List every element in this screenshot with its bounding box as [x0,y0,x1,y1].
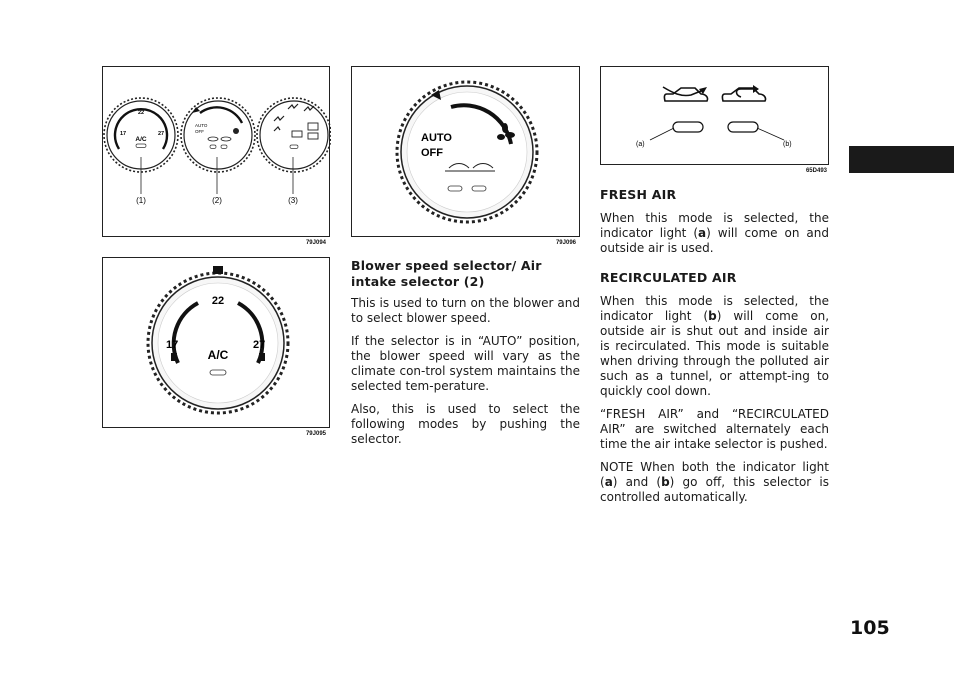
callout-3: (3) [288,196,298,205]
paragraph-blower-intro: This is used to turn on the blower and to select blower speed. [351,296,580,325]
paragraph-blower-auto: If the selector is in “AUTO” position, the blower speed will vary as the climate con-trol system maintains the selected tem-perature. [351,334,580,393]
middle-column [351,258,580,455]
paragraph-recirculated-air: When this mode is selected, the indicator light (b) will come on, outside air is shut out and inside air is recirculated. This mode is suitable when driving through the polluted air such as a tunnel, or attempt-ing to quickly cool down. [600,294,830,398]
page-number: 105 [850,617,890,639]
paragraph-blower-modes: Also, this is used to select the following modes by pushing the selector. [351,402,580,446]
dial1-left-label: 17 [120,131,127,137]
label-a: (a) [636,141,645,148]
dial-left-temp: 17 [166,339,179,351]
figure-three-dials [102,66,330,246]
dial1-right-label: 27 [158,131,165,137]
dial-right-temp: 27 [253,339,266,351]
blower-dial-illustration [352,67,581,238]
indicator-light-a [673,122,703,132]
recirculated-air-icon [722,85,765,101]
dial-top-temp: 22 [211,295,225,307]
indicator-light-b [728,122,758,132]
figure-blower-dial [351,66,580,246]
dial2-auto-label: AUTO [195,123,208,128]
ac-dial-illustration [103,258,331,429]
heading-recirculated-air: RECIRCULATED AIR [600,270,737,285]
label-b: (b) [783,141,792,148]
figure-code: 79J094 [305,240,326,246]
right-column [600,187,829,513]
section-heading-blower: Blower speed selector/ Air intake selector (2) [351,258,542,289]
paragraph-note: NOTE When both the indicator light (a) and (b) go off, this selector is controlled automatically. [600,460,829,504]
dial1-top-label: 22 [137,110,145,116]
air-intake-illustration [601,67,830,166]
heading-fresh-air: FRESH AIR [600,187,677,202]
auto-label: AUTO [421,132,452,144]
figure-air-intake-indicators [600,66,829,174]
figure-code: 79J095 [305,431,326,437]
figure-code: 65D493 [805,168,827,174]
off-label: OFF [421,147,443,159]
dial1-center-label: A/C [135,136,147,143]
fresh-air-icon [663,87,708,101]
paragraph-fresh-air: When this mode is selected, the indicator light (a) will come on and outside air is used. [600,211,829,255]
figure-code: 79J096 [555,240,576,246]
dial2-off-label: OFF [195,129,204,134]
callout-2: (2) [212,196,222,205]
section-tab-marker [849,146,954,173]
paragraph-switching: “FRESH AIR” and “RECIRCULATED AIR” are switched alternately each time the air intake selector is pushed. [600,407,829,451]
callout-1: (1) [136,196,146,205]
dial-ac-label: A/C [207,348,229,362]
mode-dial-small [257,98,331,172]
blower-dial-small [181,98,255,172]
figure-ac-dial [102,257,330,437]
three-dials-illustration [103,67,331,238]
